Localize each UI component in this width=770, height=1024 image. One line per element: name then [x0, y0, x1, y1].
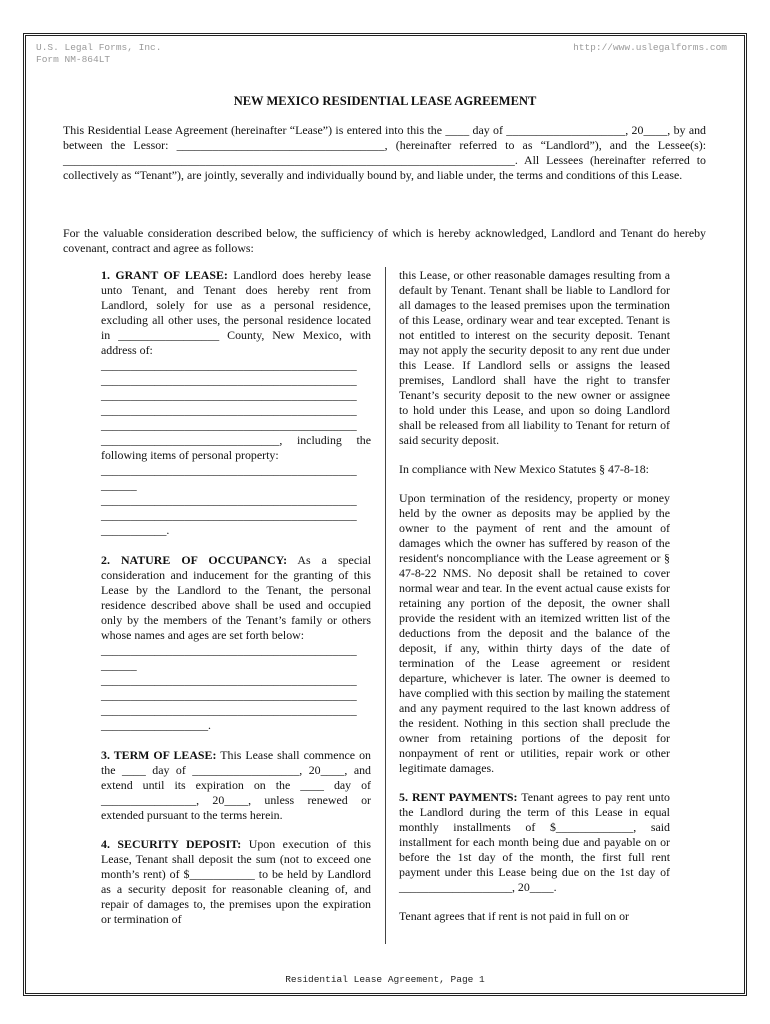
nature-heading: 2. NATURE OF OCCUPANCY:: [101, 553, 288, 567]
compliance-text: In compliance with New Mexico Statutes § 47-8-18:: [399, 462, 649, 476]
intro-paragraph: [63, 123, 706, 183]
occupant-lines: ___________________________________________ ______ ___________________________________________ ___________________________________________ ___________________________________________ __________________.: [101, 643, 357, 732]
address-lines: ___________________________________________ ___________________________________________ ___________________________________________ ___________________________________________ ___________________________________________: [101, 358, 357, 432]
including-text: ______________________________, including the following items of personal property:: [101, 433, 371, 462]
term-heading: 3. TERM OF LEASE:: [101, 748, 217, 762]
document-title: NEW MEXICO RESIDENTIAL LEASE AGREEMENT: [233, 94, 537, 108]
section-rent: [399, 790, 670, 895]
header-left: [36, 42, 161, 66]
section-nature: [101, 553, 371, 643]
consideration-paragraph: [63, 226, 706, 256]
right-column: [399, 268, 670, 938]
section-grant: [101, 268, 371, 358]
grant-heading: 1. GRANT OF LEASE:: [101, 268, 228, 282]
consideration-text: For the valuable consideration described below, the sufficiency of which is hereby acknowledged, Landlord and Tenant do hereby covenant, contract and agree as follows:: [63, 226, 706, 255]
term-text: This Lease shall commence on the ____ day of __________________, 20____, and extend until its expiration on the ____ day of ________________, 20____, unless renewed or extended pursuant to the terms herein.: [101, 748, 371, 822]
late-payment-text: Tenant agrees that if rent is not paid in full on or: [399, 909, 629, 923]
statute-text: Upon termination of the residency, property or money held by the owner as deposits may be applied by the owner to the payment of rent and the amount of damages which the owner has suffered by reason of the resident's noncompliance with the Lease agreement or § 47-8-22 NMS. No deposit shall be retained to cover normal wear and tear. In the event actual cause exists for retaining any portion of the deposit, the owner shall provide the resident with an itemized written list of the deductions from the deposit and the balance of the deposit, if any, within thirty days of the date of termination of the Lease agreement or resident departure, whichever is later. The owner is deemed to have complied with this section by mailing the statement and any payment required to the last known address of the resident. Nothing in this section shall preclude the owner from retaining portions of the deposit for nonpayment of rent or utilities, repair work or other legitimate damages.: [399, 491, 670, 775]
deposit-continued: this Lease, or other reasonable damages resulting from a default by Tenant. Tenant shall be liable to Landlord for all damages to the leased premises upon the termination of this Lease, ordinary wear and tear excepted. Tenant is not entitled to interest on the security deposit. Tenant may not apply the security deposit to any rent due under this Lease. If Landlord sells or assigns the leased premises, Landlord shall have the right to transfer Tenant’s security deposit to the new owner or assignee to hold under this Lease, and upon so doing Landlord shall be released from all liability to Tenant for return of said security deposit.: [399, 268, 670, 447]
nature-text: As a special consideration and inducement for the granting of this Lease by the Landlord to the Tenant, the personal residence described above shall be used and occupied only by the members of the Tenant’s family or others whose names and ages are set forth below:: [101, 553, 371, 642]
deposit-text: Upon execution of this Lease, Tenant shall deposit the sum (not to exceed one month’s rent) of $___________ to be held by Landlord as a security deposit for reasonable cleaning of, and repair of damages to, the premises upon the expiration or termination of: [101, 837, 371, 926]
section-deposit: [101, 837, 371, 927]
company-name: U.S. Legal Forms, Inc.: [36, 42, 162, 53]
section-term: [101, 748, 371, 823]
header-url[interactable]: http://www.uslegalforms.com: [573, 42, 727, 53]
deposit-heading: 4. SECURITY DEPOSIT:: [101, 837, 242, 851]
form-number: Form NM-864LT: [36, 54, 111, 65]
property-lines: ___________________________________________ ______ ___________________________________________ ___________________________________________ ___________.: [101, 463, 357, 537]
intro-text: This Residential Lease Agreement (hereinafter “Lease”) is entered into this the ____ day of ____________________, 20____, by and between the Lessor: ___________________________________, (hereinafter referred to as “Landlord”), and the Lessee(s): ____________________________________________________________________________. All Lessees (hereinafter referred to collectively as “Tenant”), are jointly, severally and individually bound by, and liable under, the terms and conditions of this Lease.: [63, 123, 706, 182]
page-footer: Residential Lease Agreement, Page 1: [285, 974, 485, 985]
left-column: [101, 268, 371, 941]
rent-text: Tenant agrees to pay rent unto the Landlord during the term of this Lease in equal monthly installments of $_____________, said installment for each month being due and payable on or before the 1st day of the month, the first full rent payment under this Lease being due on the 1st day of ___________________, 20____.: [399, 790, 670, 894]
rent-heading: 5. RENT PAYMENTS:: [399, 790, 518, 804]
column-divider: [385, 267, 386, 944]
grant-text: Landlord does hereby lease unto Tenant, and Tenant does hereby rent from Landlord, solely for use as a personal residence, excluding all other uses, the personal residence located in _________________ County, New Mexico, with address of:: [101, 268, 371, 357]
